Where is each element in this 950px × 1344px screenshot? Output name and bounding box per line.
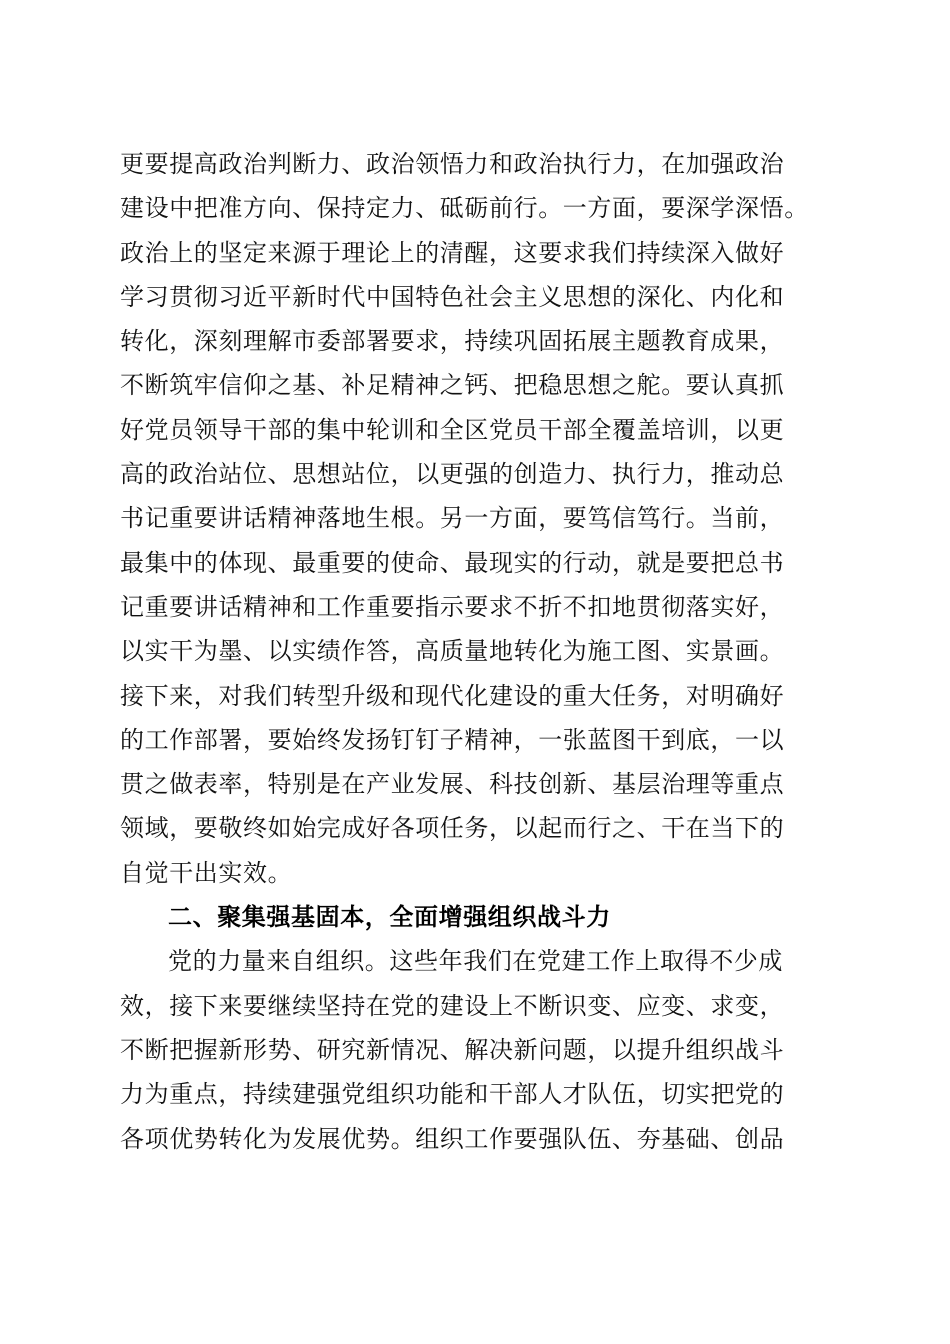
text-line: 贯之做表率，特别是在产业发展、科技创新、基层治理等重点 (120, 770, 785, 799)
text-line: 不断把握新形势、研究新情况、解决新问题，以提升组织战斗 (120, 1035, 785, 1064)
text-line: 党的力量来自组织。这些年我们在党建工作上取得不少成 (168, 947, 783, 976)
text-line: 建设中把准方向、保持定力、砥砺前行。一方面，要深学深悟。 (120, 194, 809, 223)
text-line: 高的政治站位、思想站位，以更强的创造力、执行力，推动总 (120, 460, 785, 489)
text-line: 力为重点，持续建强党组织功能和干部人才队伍，切实把党的 (120, 1080, 785, 1109)
text-line: 转化，深刻理解市委部署要求，持续巩固拓展主题教育成果， (120, 327, 785, 356)
text-line: 自觉干出实效。 (120, 858, 293, 887)
text-line: 学习贯彻习近平新时代中国特色社会主义思想的深化、内化和 (120, 282, 785, 311)
paragraph-1 (120, 142, 840, 895)
text-line: 的工作部署，要始终发扬钉钉子精神，一张蓝图干到底，一以 (120, 725, 785, 754)
text-line: 不断筑牢信仰之基、补足精神之钙、把稳思想之舵。要认真抓 (120, 371, 785, 400)
paragraph-2 (120, 939, 840, 1160)
text-line: 书记重要讲话精神落地生根。另一方面，要笃信笃行。当前， (120, 504, 785, 533)
text-line: 接下来，对我们转型升级和现代化建设的重大任务，对明确好 (120, 681, 785, 710)
text-line: 政治上的坚定来源于理论上的清醒，这要求我们持续深入做好 (120, 238, 785, 267)
text-line: 记重要讲话精神和工作重要指示要求不折不扣地贯彻落实好， (120, 592, 785, 621)
document-body (120, 142, 840, 1161)
text-line: 更要提高政治判断力、政治领悟力和政治执行力，在加强政治 (120, 150, 785, 178)
text-line: 最集中的体现、最重要的使命、最现实的行动，就是要把总书 (120, 548, 785, 577)
text-line: 效，接下来要继续坚持在党的建设上不断识变、应变、求变， (120, 991, 785, 1020)
text-line: 各项优势转化为发展优势。组织工作要强队伍、夯基础、创品 (120, 1124, 785, 1153)
text-line: 领域，要敬终如始完成好各项任务，以起而行之、干在当下的 (120, 814, 785, 843)
text-line: 好党员领导干部的集中轮训和全区党员干部全覆盖培训，以更 (120, 415, 785, 444)
section-heading: 二、聚集强基固本，全面增强组织战斗力 (168, 903, 611, 932)
text-line: 以实干为墨、以实绩作答，高质量地转化为施工图、实景画。 (120, 637, 785, 666)
